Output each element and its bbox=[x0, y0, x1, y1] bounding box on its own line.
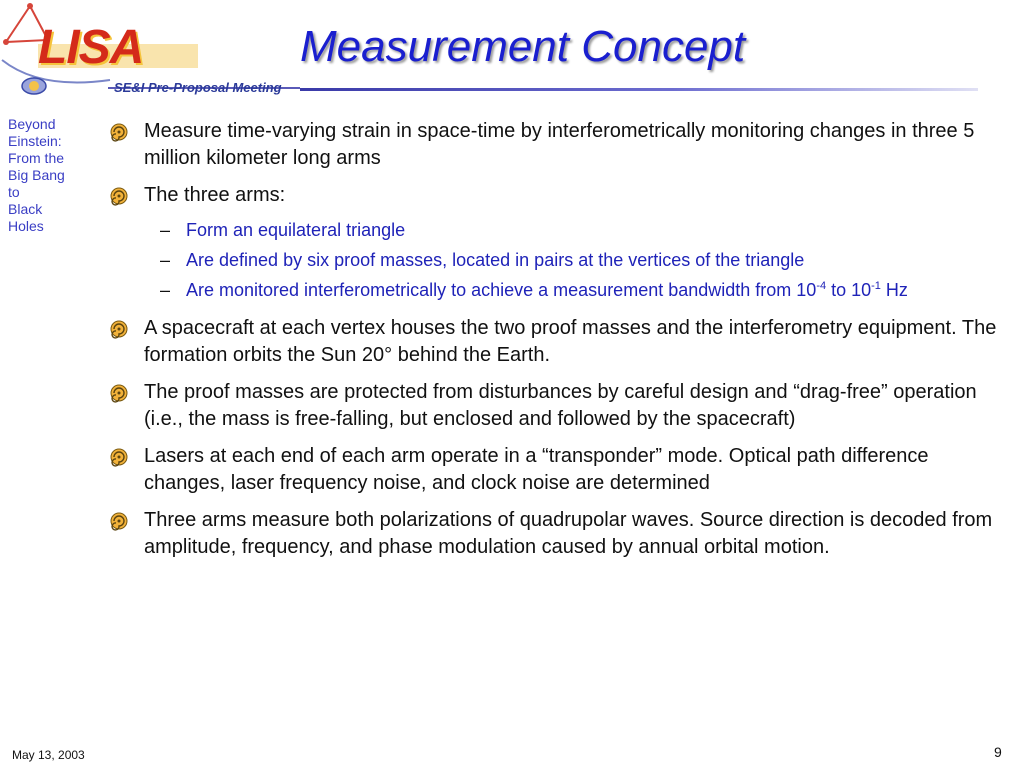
sidebar-line: From the bbox=[8, 150, 65, 166]
sidebar-line: Big Bang bbox=[8, 167, 65, 183]
slide-body bbox=[108, 118, 998, 571]
meeting-label: SE&I Pre-Proposal Meeting bbox=[114, 80, 282, 95]
sub-list-item bbox=[160, 219, 998, 241]
sub-bullet-text bbox=[186, 279, 908, 301]
sub-bullet-text-part: Are monitored interferometrically to achieve a measurement bandwidth from 10 bbox=[186, 280, 817, 300]
sidebar-line: to bbox=[8, 184, 20, 200]
spiral-shell-icon bbox=[108, 447, 130, 467]
list-item bbox=[108, 118, 998, 172]
list-item bbox=[108, 315, 998, 369]
page-title: Measurement Concept bbox=[300, 22, 746, 71]
exponent: -4 bbox=[816, 280, 827, 292]
list-item bbox=[108, 443, 998, 497]
bullet-text: A spacecraft at each vertex houses the two proof masses and the interferometry equipment. The formation orbits the Sun 20° behind the Earth. bbox=[144, 317, 997, 366]
bullet-text: Lasers at each end of each arm operate in a “transponder” mode. Optical path difference changes, laser frequency noise, and clock noise are determined bbox=[144, 445, 929, 494]
sidebar-tagline bbox=[8, 116, 88, 235]
sidebar-line: Beyond bbox=[8, 116, 56, 132]
page-number: 9 bbox=[994, 744, 1002, 760]
sidebar-line: Black bbox=[8, 201, 43, 217]
logo-text: LISA bbox=[38, 21, 144, 74]
spiral-shell-icon bbox=[108, 122, 130, 142]
list-item bbox=[108, 182, 998, 209]
list-item bbox=[108, 507, 998, 561]
list-item bbox=[108, 379, 998, 433]
dash-icon: – bbox=[160, 220, 171, 240]
spiral-shell-icon bbox=[108, 319, 130, 339]
title-rule bbox=[300, 88, 978, 91]
spiral-shell-icon bbox=[108, 511, 130, 531]
bullet-text: The proof masses are protected from disturbances by careful design and “drag-free” operation (i.e., the mass is free-falling, but enclosed and followed by the spacecraft) bbox=[144, 381, 977, 430]
spiral-shell-icon bbox=[108, 186, 130, 206]
sidebar-line: Einstein: bbox=[8, 133, 62, 149]
sub-list-item bbox=[160, 249, 998, 271]
bullet-text: Measure time-varying strain in space-time by interferometrically monitoring changes in three 5 million kilometer long arms bbox=[144, 120, 975, 169]
exponent: -1 bbox=[871, 280, 881, 292]
lisa-logo bbox=[0, 0, 310, 110]
footer-date: May 13, 2003 bbox=[12, 748, 85, 762]
spiral-shell-icon bbox=[108, 383, 130, 403]
sub-bullet-text: Form an equilateral triangle bbox=[186, 220, 406, 240]
sidebar-line: Holes bbox=[8, 218, 44, 234]
bullet-text: Three arms measure both polarizations of quadrupolar waves. Source direction is decoded from amplitude, frequency, and phase modulation caused by annual orbital motion. bbox=[144, 509, 993, 558]
dash-icon: – bbox=[160, 250, 171, 270]
dash-icon: – bbox=[160, 280, 171, 300]
sub-bullet-text: Are defined by six proof masses, located in pairs at the vertices of the triangle bbox=[186, 250, 805, 270]
sub-bullet-text-part: to 10 bbox=[826, 280, 872, 300]
sub-list-item bbox=[160, 279, 998, 301]
sub-bullet-text-part: Hz bbox=[880, 280, 908, 300]
bullet-text: The three arms: bbox=[144, 184, 286, 206]
